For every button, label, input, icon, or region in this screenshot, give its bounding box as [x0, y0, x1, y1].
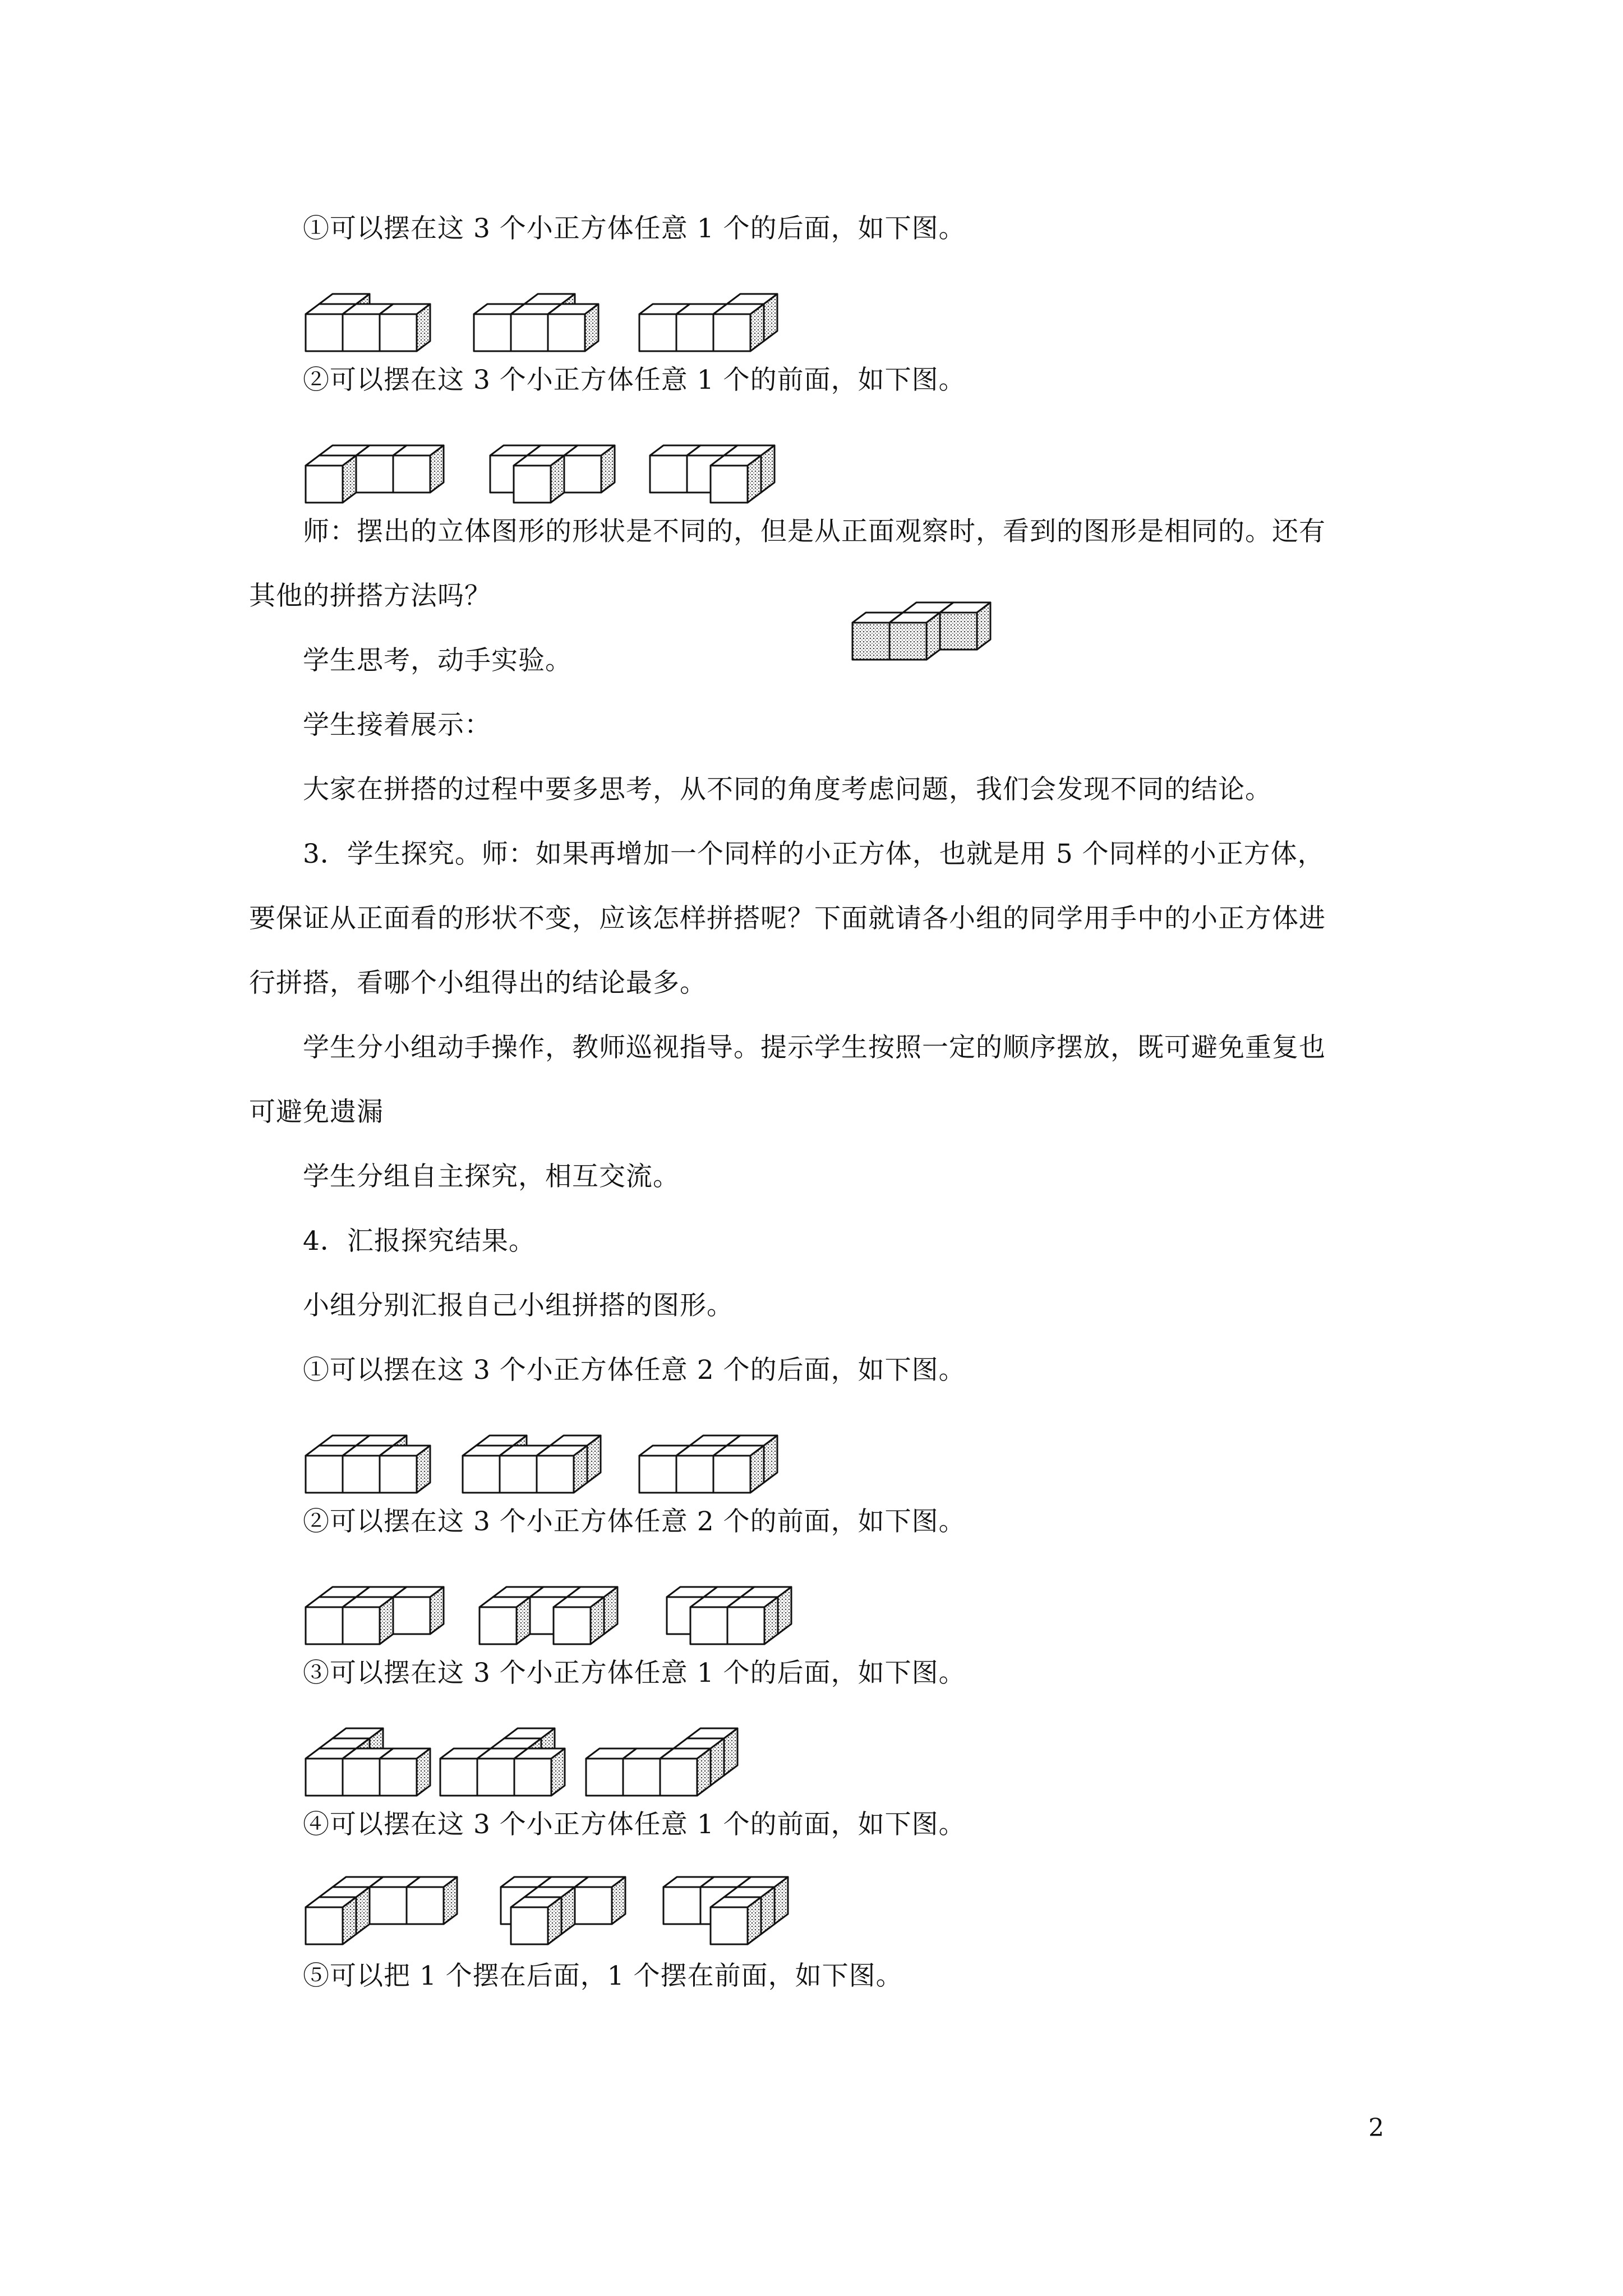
cube-face: [407, 1887, 444, 1924]
cube-face: [306, 1456, 343, 1493]
cube: [514, 1749, 565, 1796]
text-line-20: ⑤可以把 1 个摆在后面，1 个摆在前面，如下图。: [303, 1961, 903, 1991]
text-line-10: 行拼搭，看哪个小组得出的结论最多。: [249, 968, 707, 999]
cube: [306, 1897, 356, 1944]
cube-face: [343, 314, 380, 351]
text-line-8: 3．学生探究。师：如果再增加一个同样的小正方体，也就是用 5 个同样的小正方体，: [303, 839, 1325, 869]
cube: [393, 445, 444, 493]
cube-face: [713, 1456, 750, 1493]
figure-row-4: [0, 1557, 1623, 1641]
cube: [713, 1446, 764, 1493]
cube-face: [306, 466, 343, 503]
cube-face: [586, 1759, 623, 1796]
cube-face: [514, 1759, 551, 1796]
cube-face: [940, 613, 977, 650]
text-line-13: 学生分组自主探究，相互交流。: [303, 1161, 680, 1192]
text-line-15: 小组分别汇报自己小组拼搭的图形。: [303, 1290, 734, 1321]
cube-figure-2b: [490, 445, 615, 503]
cube-figure-3c: [639, 1435, 777, 1493]
cube: [727, 1597, 778, 1644]
cube-face: [511, 314, 548, 351]
cube-face: [564, 455, 601, 493]
cube: [393, 1587, 444, 1634]
cube-face: [380, 1759, 417, 1796]
cube: [343, 1597, 393, 1644]
cube-face: [554, 1607, 591, 1644]
cube-figure-3a: [306, 1435, 430, 1493]
cube-face: [306, 1607, 343, 1644]
cube-figure-2a: [306, 445, 444, 503]
cube: [380, 304, 430, 351]
cube-face: [343, 1759, 380, 1796]
cube-face: [343, 1607, 380, 1644]
cube-face: [306, 1759, 343, 1796]
text-line-3: 师：摆出的立体图形的形状是不同的，但是从正面观察时，看到的图形是相同的。还有: [303, 516, 1326, 547]
cube-figure-4c: [667, 1587, 791, 1644]
cube-face: [306, 314, 343, 351]
text-line-9: 要保证从正面看的形状不变，应该怎样拼搭呢？下面就请各小组的同学用手中的小正方体进: [249, 903, 1326, 934]
cube-face: [537, 1456, 574, 1493]
cube-figure-1c: [639, 294, 777, 351]
cube: [380, 1446, 430, 1493]
text-line-6: 学生接着展示：: [303, 710, 491, 740]
figure-row-6: [0, 1857, 1623, 1941]
text-line-5: 学生思考，动手实验。: [303, 645, 572, 676]
text-line-18: ③可以摆在这 3 个小正方体任意 1 个的后面，如下图。: [303, 1658, 966, 1688]
cube: [940, 602, 990, 650]
cube: [514, 455, 564, 503]
cube-face: [660, 1759, 697, 1796]
cube-figure-4a: [306, 1587, 444, 1644]
cube-face: [852, 623, 889, 660]
cube: [306, 455, 356, 503]
cube-face: [676, 1456, 713, 1493]
text-line-4: 其他的拼搭方法吗？: [249, 581, 491, 611]
cube-face: [511, 1907, 548, 1944]
cube: [511, 1897, 561, 1944]
cube-figure-3b: [463, 1435, 601, 1493]
cube-face: [514, 466, 551, 503]
cube-face: [474, 314, 511, 351]
cube: [660, 1749, 711, 1796]
figure-row-2: [0, 415, 1623, 499]
cube-figure-1b: [474, 294, 598, 351]
figure-row-1: [0, 264, 1623, 348]
cube-face: [650, 455, 687, 493]
cube-face: [393, 455, 430, 493]
cube: [711, 1897, 761, 1944]
cube-face: [690, 1607, 727, 1644]
cube: [554, 1597, 604, 1644]
cube-face: [676, 314, 713, 351]
cube: [889, 613, 940, 660]
cube-face: [306, 1907, 343, 1944]
cube-face: [623, 1759, 660, 1796]
cube: [548, 304, 598, 351]
cube-face: [463, 1456, 500, 1493]
cube-face: [639, 314, 676, 351]
figure-side: [841, 567, 987, 656]
text-line-12: 可避免遗漏: [249, 1097, 384, 1128]
cube-figure-6c: [663, 1877, 788, 1944]
cube-face: [393, 1597, 430, 1634]
cube: [380, 1749, 430, 1796]
text-line-14: 4．汇报探究结果。: [303, 1226, 536, 1257]
cube-face: [500, 1456, 537, 1493]
cube-face: [343, 1456, 380, 1493]
cube: [479, 1597, 530, 1644]
text-line-1: ①可以摆在这 3 个小正方体任意 1 个的后面，如下图。: [303, 213, 966, 244]
cube-figure-5b: [440, 1728, 565, 1796]
page-number: 2: [1368, 2114, 1384, 2142]
cube-face: [713, 314, 750, 351]
cube-face: [479, 1607, 517, 1644]
cube: [713, 304, 764, 351]
text-line-11: 学生分小组动手操作，教师巡视指导。提示学生按照一定的顺序摆放，既可避免重复也: [303, 1032, 1326, 1063]
cube-figure-5c: [586, 1728, 737, 1796]
cube-face: [548, 314, 585, 351]
cube-figure-2c: [650, 445, 774, 503]
figure-row-5: [0, 1708, 1623, 1792]
cube-face: [727, 1607, 764, 1644]
cube-face: [575, 1887, 612, 1924]
cube-figure-4b: [479, 1587, 617, 1644]
cube-face: [356, 455, 393, 493]
cube-face: [663, 1887, 700, 1924]
cube-face: [477, 1759, 514, 1796]
cube: [537, 1446, 587, 1493]
cube: [711, 455, 761, 503]
text-line-17: ②可以摆在这 3 个小正方体任意 2 个的前面，如下图。: [303, 1506, 966, 1537]
cube-figure-side: [852, 602, 990, 660]
cube-face: [380, 1456, 417, 1493]
cube-figure-1a: [306, 294, 430, 351]
cube: [407, 1877, 457, 1924]
cube: [564, 445, 615, 493]
figure-row-3: [0, 1405, 1623, 1489]
cube-face: [889, 623, 926, 660]
text-line-7: 大家在拼搭的过程中要多思考，从不同的角度考虑问题，我们会发现不同的结论。: [303, 774, 1272, 805]
cube: [575, 1877, 625, 1924]
cube-face: [370, 1887, 407, 1924]
cube-face: [711, 466, 748, 503]
cube-figure-6b: [501, 1877, 625, 1944]
text-line-19: ④可以摆在这 3 个小正方体任意 1 个的前面，如下图。: [303, 1809, 966, 1840]
cube-face: [440, 1759, 477, 1796]
text-line-2: ②可以摆在这 3 个小正方体任意 1 个的前面，如下图。: [303, 365, 966, 395]
cube-face: [639, 1456, 676, 1493]
cube-face: [380, 314, 417, 351]
cube-figure-6a: [306, 1877, 457, 1944]
cube-figure-5a: [306, 1728, 430, 1796]
text-line-16: ①可以摆在这 3 个小正方体任意 2 个的后面，如下图。: [303, 1355, 966, 1386]
cube-face: [711, 1907, 748, 1944]
